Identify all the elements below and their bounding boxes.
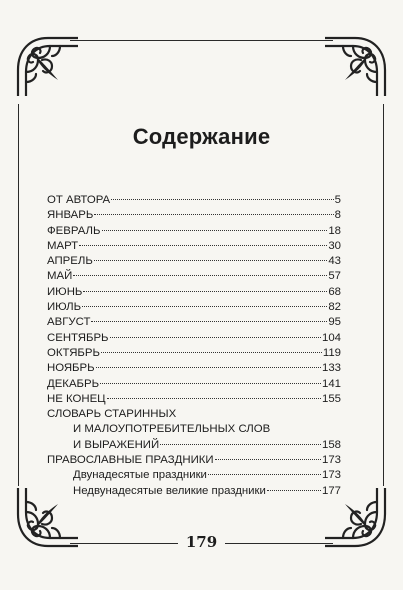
leader-dots	[101, 352, 322, 353]
toc-entry-label-continued: И МАЛОУПОТРЕБИТЕЛЬНЫХ СЛОВ	[73, 423, 271, 436]
toc-entry[interactable]	[47, 377, 341, 392]
leader-dots	[94, 214, 333, 215]
toc-subentry[interactable]	[47, 484, 341, 499]
toc-entry-label: ЯНВАРЬ	[47, 209, 94, 222]
leader-dots	[107, 398, 321, 399]
toc-entry-label: ДЕКАБРЬ	[47, 377, 100, 390]
toc-entry-label: МАРТ	[47, 239, 79, 252]
leader-dots	[91, 321, 327, 322]
corner-ornament-icon	[12, 30, 78, 96]
toc-entry[interactable]	[47, 269, 341, 284]
toc-entry-label: ПРАВОСЛАВНЫЕ ПРАЗДНИКИ	[47, 454, 214, 467]
toc-entry-page: 43	[328, 255, 341, 268]
leader-dots	[79, 245, 327, 246]
toc-entry[interactable]	[47, 193, 341, 208]
toc-entry-page: 82	[328, 301, 341, 314]
frame-right-line	[383, 104, 384, 486]
toc-entry-label-continued: И ВЫРАЖЕНИЙ	[73, 438, 160, 451]
toc-entry-page: 119	[322, 346, 341, 359]
toc-entry-label: НЕ КОНЕЦ	[47, 392, 106, 405]
toc-entry-page: 155	[321, 392, 341, 405]
leader-dots	[96, 367, 321, 368]
toc-subentry-label: Недвунадесятые великие праздники	[73, 484, 266, 497]
toc-subentry-label: Двунадесятые праздники	[73, 469, 207, 482]
toc-entry[interactable]	[47, 361, 341, 376]
toc-entry-label: СЛОВАРЬ СТАРИННЫХ	[47, 408, 177, 421]
frame-left-line	[18, 104, 19, 486]
toc-entry[interactable]	[47, 453, 341, 468]
leader-dots	[111, 199, 334, 200]
toc-entry[interactable]	[47, 254, 341, 269]
toc-entry-page: 95	[328, 316, 341, 329]
toc-entry-page: 141	[321, 377, 341, 390]
toc-entry-page: 5	[334, 194, 341, 206]
toc-entry-dictionary-line1[interactable]	[47, 407, 341, 422]
toc-entry-label: СЕНТЯБРЬ	[47, 331, 109, 344]
leader-dots	[100, 383, 321, 384]
leader-dots	[208, 474, 321, 475]
toc-subentry-page: 173	[321, 469, 341, 482]
toc-entry-page: 158	[321, 438, 341, 451]
leader-dots	[83, 291, 327, 292]
toc-entry[interactable]	[47, 285, 341, 300]
toc-entry-page: 18	[328, 224, 341, 237]
toc-entry-page: 173	[321, 454, 341, 467]
toc-entry-label: АВГУСТ	[47, 316, 91, 329]
leader-dots	[102, 230, 328, 231]
toc-entry-label: ИЮНЬ	[47, 285, 83, 298]
toc-entry-dictionary-line2[interactable]	[47, 422, 341, 437]
toc-entry-page: 68	[328, 285, 341, 298]
toc-subentry[interactable]	[47, 468, 341, 483]
toc-entry-page: 30	[328, 239, 341, 252]
frame-top-line	[70, 40, 333, 41]
page-number	[0, 533, 403, 551]
toc-entry-label: ФЕВРАЛЬ	[47, 224, 101, 237]
toc-subentry-page: 177	[321, 484, 341, 497]
toc-entry[interactable]	[47, 392, 341, 407]
toc-entry-label: АПРЕЛЬ	[47, 255, 93, 268]
toc-entry-page: 8	[334, 209, 341, 222]
toc-entry[interactable]	[47, 300, 341, 315]
toc-entry[interactable]	[47, 224, 341, 239]
toc-entry[interactable]	[47, 331, 341, 346]
leader-dots	[110, 337, 321, 338]
leader-dots	[94, 260, 328, 261]
toc-entry[interactable]	[47, 208, 341, 223]
page-number-text: 179	[178, 533, 225, 551]
toc-entry[interactable]	[47, 346, 341, 361]
toc-entry-page: 104	[321, 331, 341, 344]
page-title: Содержание	[132, 124, 271, 149]
toc-entry-page: 57	[328, 270, 341, 283]
toc-entry-label: ОКТЯБРЬ	[47, 346, 100, 359]
toc-entry-label: НОЯБРЬ	[47, 362, 95, 375]
toc-entry-page: 133	[321, 362, 341, 375]
toc-entry-label: МАЙ	[47, 270, 73, 283]
toc-entry-label: ИЮЛЬ	[47, 301, 82, 314]
leader-dots	[73, 275, 327, 276]
corner-ornament-icon	[325, 30, 391, 96]
leader-dots	[160, 444, 321, 445]
leader-dots	[267, 490, 321, 491]
toc-entry[interactable]	[47, 315, 341, 330]
toc-entry-dictionary-line3[interactable]	[47, 438, 341, 453]
leader-dots	[215, 459, 321, 460]
leader-dots	[82, 306, 327, 307]
toc-entry-label: ОТ АВТОРА	[47, 194, 111, 206]
toc-entry[interactable]	[47, 239, 341, 254]
table-of-contents	[47, 193, 341, 499]
